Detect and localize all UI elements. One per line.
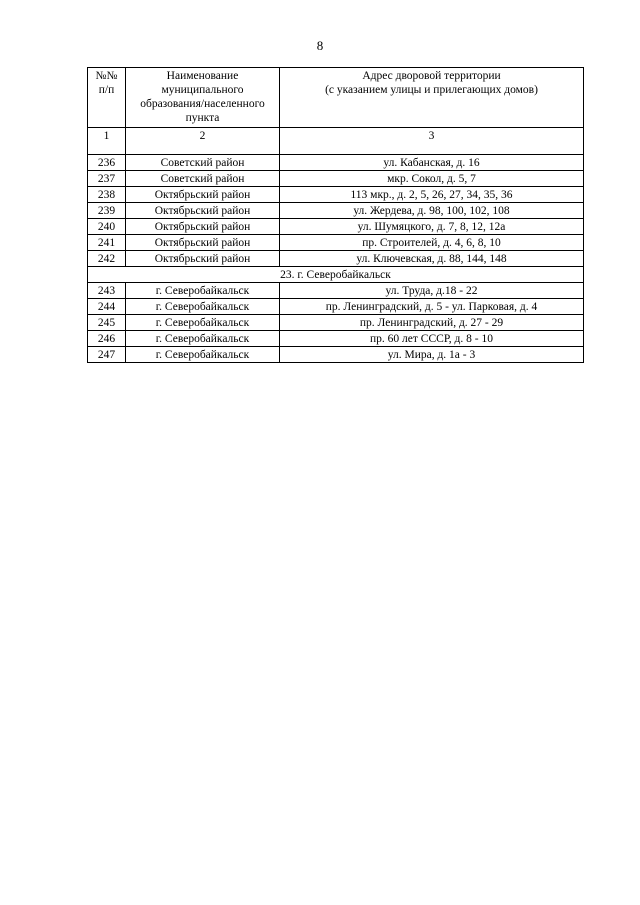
header-number-line: №№ bbox=[95, 70, 118, 82]
row-address: ул. Ключевская, д. 88, 144, 148 bbox=[280, 251, 584, 267]
row-municipality: г. Северобайкальск bbox=[126, 283, 280, 299]
row-municipality: Октябрьский район bbox=[126, 187, 280, 203]
row-municipality: Октябрьский район bbox=[126, 203, 280, 219]
table-header-row bbox=[88, 68, 584, 128]
table-row bbox=[88, 155, 584, 171]
page-number: 8 bbox=[316, 38, 324, 53]
header-address-line: (с указанием улицы и прилегающих домов) bbox=[325, 84, 538, 96]
row-address: ул. Кабанская, д. 16 bbox=[280, 155, 584, 171]
row-address: ул. Мира, д. 1а - 3 bbox=[280, 347, 584, 363]
row-address: ул. Труда, д.18 - 22 bbox=[280, 283, 584, 299]
row-number: 244 bbox=[88, 299, 126, 315]
row-address: пр. Строителей, д. 4, 6, 8, 10 bbox=[280, 235, 584, 251]
header-number-line: п/п bbox=[98, 84, 115, 96]
row-address: 113 мкр., д. 2, 5, 26, 27, 34, 35, 36 bbox=[280, 187, 584, 203]
row-address: мкр. Сокол, д. 5, 7 bbox=[280, 171, 584, 187]
table-row bbox=[88, 187, 584, 203]
table-row bbox=[88, 203, 584, 219]
header-address bbox=[280, 68, 584, 128]
table-row bbox=[88, 235, 584, 251]
header-municipality-line: муниципального bbox=[161, 84, 244, 96]
row-municipality: г. Северобайкальск bbox=[126, 347, 280, 363]
header-number bbox=[88, 68, 126, 128]
row-address: пр. 60 лет СССР, д. 8 - 10 bbox=[280, 331, 584, 347]
table-row bbox=[88, 251, 584, 267]
column-number: 1 bbox=[88, 128, 126, 155]
header-address-line: Адрес дворовой территории bbox=[362, 70, 501, 82]
row-address: пр. Ленинградский, д. 27 - 29 bbox=[280, 315, 584, 331]
row-number: 241 bbox=[88, 235, 126, 251]
row-number: 246 bbox=[88, 331, 126, 347]
table-row bbox=[88, 331, 584, 347]
row-number: 240 bbox=[88, 219, 126, 235]
header-municipality-line: образования/населенного bbox=[140, 98, 265, 110]
row-number: 238 bbox=[88, 187, 126, 203]
header-municipality-line: пункта bbox=[185, 112, 220, 124]
table-row bbox=[88, 219, 584, 235]
column-number: 3 bbox=[280, 128, 584, 155]
row-number: 236 bbox=[88, 155, 126, 171]
row-number: 245 bbox=[88, 315, 126, 331]
row-municipality: г. Северобайкальск bbox=[126, 315, 280, 331]
row-municipality: Октябрьский район bbox=[126, 251, 280, 267]
row-municipality: Октябрьский район bbox=[126, 235, 280, 251]
row-address: пр. Ленинградский, д. 5 - ул. Парковая, д. 4 bbox=[280, 299, 584, 315]
header-municipality bbox=[126, 68, 280, 128]
table-row bbox=[88, 315, 584, 331]
table-row bbox=[88, 299, 584, 315]
table-row bbox=[88, 347, 584, 363]
section-title: 23. г. Северобайкальск bbox=[88, 267, 584, 283]
row-number: 243 bbox=[88, 283, 126, 299]
row-municipality: г. Северобайкальск bbox=[126, 331, 280, 347]
row-municipality: Советский район bbox=[126, 171, 280, 187]
row-number: 237 bbox=[88, 171, 126, 187]
row-municipality: г. Северобайкальск bbox=[126, 299, 280, 315]
row-number: 239 bbox=[88, 203, 126, 219]
header-municipality-line: Наименование bbox=[166, 70, 239, 82]
address-table bbox=[87, 67, 584, 363]
row-address: ул. Шумяцкого, д. 7, 8, 12, 12а bbox=[280, 219, 584, 235]
table-row bbox=[88, 283, 584, 299]
row-municipality: Октябрьский район bbox=[126, 219, 280, 235]
row-number: 242 bbox=[88, 251, 126, 267]
column-number: 2 bbox=[126, 128, 280, 155]
section-row bbox=[88, 267, 584, 283]
column-number-row bbox=[88, 128, 584, 155]
row-municipality: Советский район bbox=[126, 155, 280, 171]
table-row bbox=[88, 171, 584, 187]
row-number: 247 bbox=[88, 347, 126, 363]
row-address: ул. Жердева, д. 98, 100, 102, 108 bbox=[280, 203, 584, 219]
